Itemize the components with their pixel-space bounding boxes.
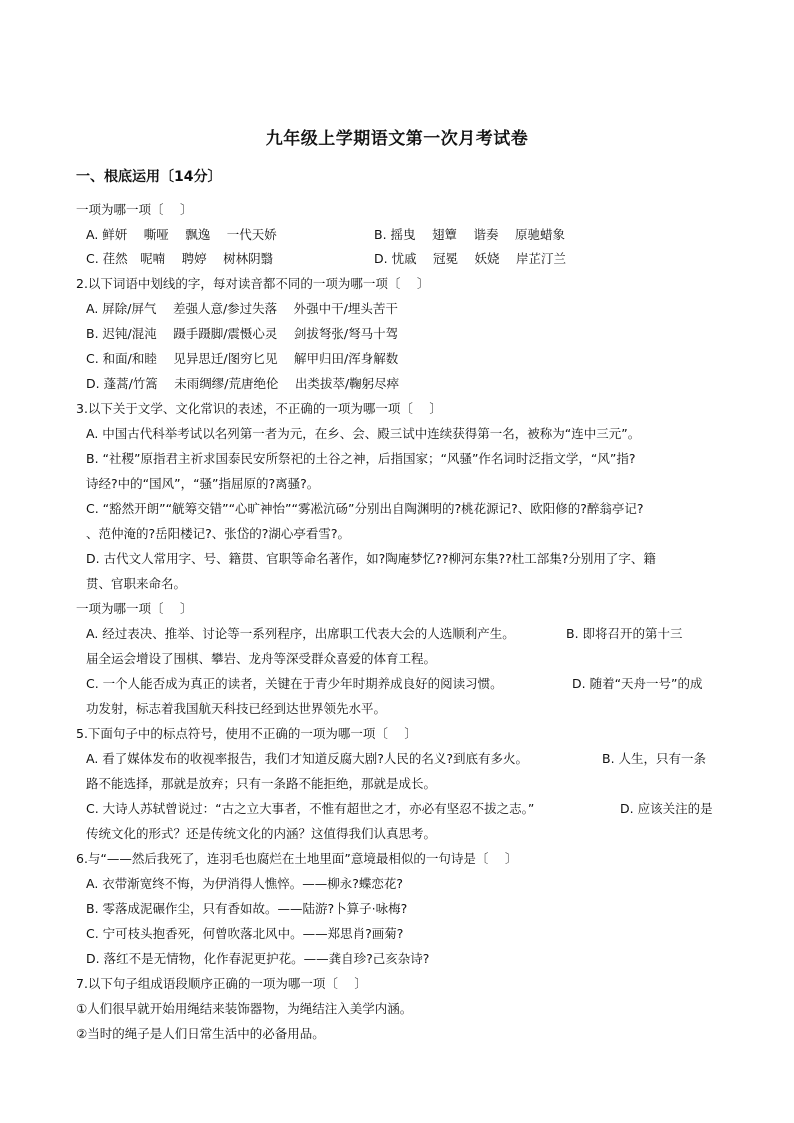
question-6-option-b: B. 零落成泥碾作尘，只有香如故。——陆游?卜算子·咏梅?: [86, 901, 408, 916]
question-7-sentence-1: ①人们很早就开始用绳结来装饰器物，为绳结注入美学内涵。: [76, 1001, 413, 1016]
question-2-option-b: B. 迟钝/混沌 蹑手蹑脚/震慑心灵 剑拔弩张/弩马十驾: [86, 326, 399, 341]
question-7-sentence-2: ②当时的绳子是人们日常生活中的必备用品。: [76, 1026, 325, 1041]
question-4-option-d-line2: 功发射，标志着我国航天科技已经到达世界领先水平。: [86, 701, 387, 716]
question-3-option-c-line2: 、范仲淹的?岳阳楼记?、张岱的?湖心亭看雪?。: [86, 526, 351, 541]
question-5-option-d-line2: 传统文化的形式？还是传统文化的内涵？这值得我们认真思考。: [86, 826, 437, 841]
question-4-stem: 一项为哪一项〔 〕: [76, 601, 193, 616]
question-6-option-d: D. 落红不是无情物，化作春泥更护花。——龚自珍?己亥杂诗?: [86, 951, 430, 966]
question-1-option-c: C. 荏然 呢喃 聘婷 树林阴翳: [86, 251, 274, 266]
question-3-option-c-line1: C. “豁然开朗”“觥筹交错”“心旷神怡”“雾凇沆砀”分别出自陶渊明的?桃花源记?、欧阳修的?醉翁亭记?: [86, 501, 644, 516]
question-2-option-a: A. 屏除/屏气 差强人意/参过失落 外强中干/埋头苦干: [86, 301, 398, 316]
question-6-stem: 6.与“——然后我死了，连羽毛也腐烂在土地里面”意境最相似的一句诗是〔 〕: [76, 851, 518, 866]
question-5-option-b-line2: 路不能选择，那就是放弃；只有一条路不能拒绝，那就是成长。: [86, 776, 437, 791]
question-1-option-a: A. 鲜妍 嘶哑 飘逸 一代天娇: [86, 227, 277, 242]
question-3-option-b-line2: 诗经?中的“国风”，“骚”指屈原的?离骚?。: [86, 476, 320, 491]
question-7-stem: 7.以下句子组成语段顺序正确的一项为哪一项〔 〕: [76, 976, 367, 991]
question-2-option-d: D. 蓬蒿/竹篙 未雨绸缪/荒唐绝伦 出类拔萃/鞠躬尽瘁: [86, 376, 400, 391]
question-4-option-d-line1: D. 随着“天舟一号”的成: [572, 676, 703, 691]
question-1-stem: 一项为哪一项〔 〕: [76, 202, 193, 217]
question-3-stem: 3.以下关于文学、文化常识的表述，不正确的一项为哪一项〔 〕: [76, 401, 442, 416]
question-6-option-a: A. 衣带渐宽终不悔，为伊消得人憔悴。——柳永?蝶恋花?: [86, 876, 404, 891]
question-5-option-c: C. 大诗人苏轼曾说过：“古之立大事者，不惟有超世之才，亦必有坚忍不拔之志。”: [86, 801, 535, 816]
question-3-option-d-line1: D. 古代文人常用字、号、籍贯、官职等命名著作，如?陶庵梦忆??柳河东集??杜工部集?分别用了字、籍: [86, 551, 656, 566]
question-3-option-b-line1: B. “社稷”原指君主祈求国泰民安所祭祀的土谷之神，后指国家；“风骚”作名词时泛指文学，“风”指?: [86, 451, 636, 466]
question-5-option-b-line1: B. 人生，只有一条: [602, 751, 707, 766]
question-2-option-c: C. 和面/和睦 见异思迁/图穷匕见 解甲归田/浑身解数: [86, 351, 399, 366]
question-4-option-b-line2: 届全运会增设了围棋、攀岩、龙舟等深受群众喜爱的体育工程。: [86, 651, 437, 666]
question-3-option-d-line2: 贯、官职来命名。: [86, 576, 187, 591]
question-4-option-a: A. 经过表决、推举、讨论等一系列程序，出席职工代表大会的人选顺利产生。: [86, 626, 515, 641]
question-5-option-a: A. 看了媒体发布的收视率报告，我们才知道反腐大剧?人民的名义?到底有多火。: [86, 751, 529, 766]
question-5-option-d-line1: D. 应该关注的是: [620, 801, 713, 816]
question-2-stem: 2.以下词语中划线的字，每对读音都不同的一项为哪一项〔 〕: [76, 276, 430, 291]
question-6-option-c: C. 宁可枝头抱香死，何曾吹落北风中。——郑思肖?画菊?: [86, 926, 404, 941]
section-title: 一、根底运用〔14分〕: [76, 169, 222, 185]
question-4-option-b-line1: B. 即将召开的第十三: [566, 626, 683, 641]
page-title: 九年级上学期语文第一次月考试卷: [265, 129, 529, 149]
question-1-option-d: D. 忧戚 冠冕 妖娆 岸芷汀兰: [374, 251, 566, 266]
question-3-option-a: A. 中国古代科举考试以名列第一者为元，在乡、会、殿三试中连续获得第一名，被称为“连中三元”。: [86, 426, 641, 441]
question-4-option-c: C. 一个人能否成为真正的读者，关键在于青少年时期养成良好的阅读习惯。: [86, 676, 503, 691]
question-1-option-b: B. 摇曳 翅簟 谐奏 原驰蜡象: [374, 227, 565, 242]
question-5-stem: 5.下面句子中的标点符号，使用不正确的一项为哪一项〔 〕: [76, 726, 417, 741]
